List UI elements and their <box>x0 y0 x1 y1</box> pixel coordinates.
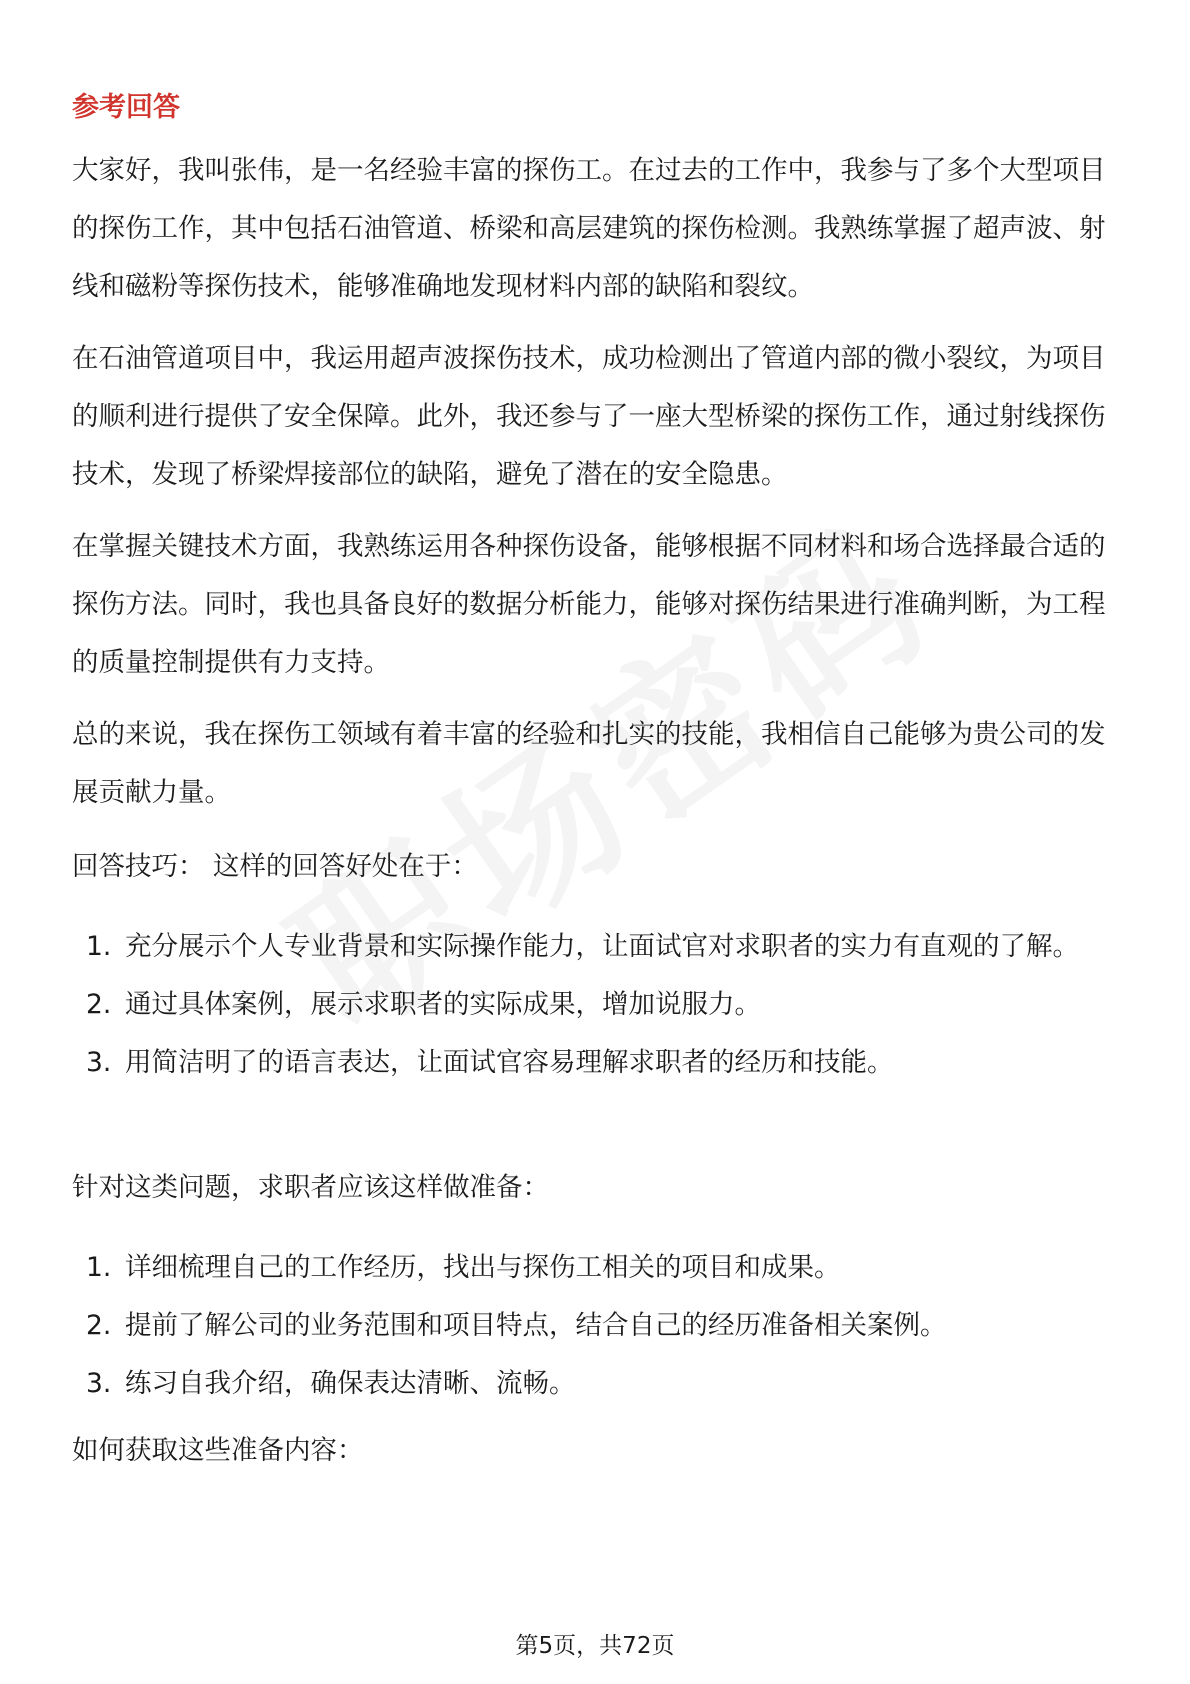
list-item-text: 详细梳理自己的工作经历，找出与探伤工相关的项目和成果。 <box>125 1252 841 1283</box>
list-item-number: 1. <box>86 931 112 962</box>
section-heading: 参考回答 <box>72 92 180 123</box>
closing-intro: 如何获取这些准备内容： <box>72 1435 364 1466</box>
list-item <box>72 976 1120 1034</box>
list-item-text: 用简洁明了的语言表达，让面试官容易理解求职者的经历和技能。 <box>125 1047 894 1078</box>
list-item-text: 练习自我介绍，确保表达清晰、流畅。 <box>125 1368 576 1399</box>
prep-list <box>72 1239 1120 1413</box>
paragraph-skills: 在掌握关键技术方面，我熟练运用各种探伤设备，能够根据不同材料和场合选择最合适的探伤方法。同时，我也具备良好的数据分析能力，能够对探伤结果进行准确判断，为工程的质量控制提供有力支持。 <box>72 531 1106 678</box>
list-item <box>72 1355 1120 1413</box>
list-item-text: 通过具体案例，展示求职者的实际成果，增加说服力。 <box>125 989 761 1020</box>
list-item-number: 2. <box>86 989 112 1020</box>
list-item-number: 2. <box>86 1310 112 1341</box>
tips-list <box>72 918 1120 1092</box>
list-item-number: 3. <box>86 1368 112 1399</box>
list-item-text: 充分展示个人专业背景和实际操作能力，让面试官对求职者的实力有直观的了解。 <box>125 931 1079 962</box>
list-item <box>72 1239 1120 1297</box>
paragraph-summary: 总的来说，我在探伤工领域有着丰富的经验和扎实的技能，我相信自己能够为贵公司的发展贡献力量。 <box>72 719 1106 808</box>
tips-intro: 回答技巧： 这样的回答好处在于： <box>72 851 478 882</box>
paragraph-intro: 大家好，我叫张伟，是一名经验丰富的探伤工。在过去的工作中，我参与了多个大型项目的探伤工作，其中包括石油管道、桥梁和高层建筑的探伤检测。我熟练掌握了超声波、射线和磁粉等探伤技术，能够准确地发现材料内部的缺陷和裂纹。 <box>72 155 1106 302</box>
list-item-number: 1. <box>86 1252 112 1283</box>
list-item <box>72 1034 1120 1092</box>
paragraph-pipeline: 在石油管道项目中，我运用超声波探伤技术，成功检测出了管道内部的微小裂纹，为项目的顺利进行提供了安全保障。此外，我还参与了一座大型桥梁的探伤工作，通过射线探伤技术，发现了桥梁焊接部位的缺陷，避免了潜在的安全隐患。 <box>72 343 1106 490</box>
page-number-footer: 第5页，共72页 <box>515 1633 675 1659</box>
prep-intro: 针对这类问题，求职者应该这样做准备： <box>72 1172 549 1203</box>
list-item-number: 3. <box>86 1047 112 1078</box>
list-item <box>72 918 1120 976</box>
list-item-text: 提前了解公司的业务范围和项目特点，结合自己的经历准备相关案例。 <box>125 1310 947 1341</box>
list-item <box>72 1297 1120 1355</box>
